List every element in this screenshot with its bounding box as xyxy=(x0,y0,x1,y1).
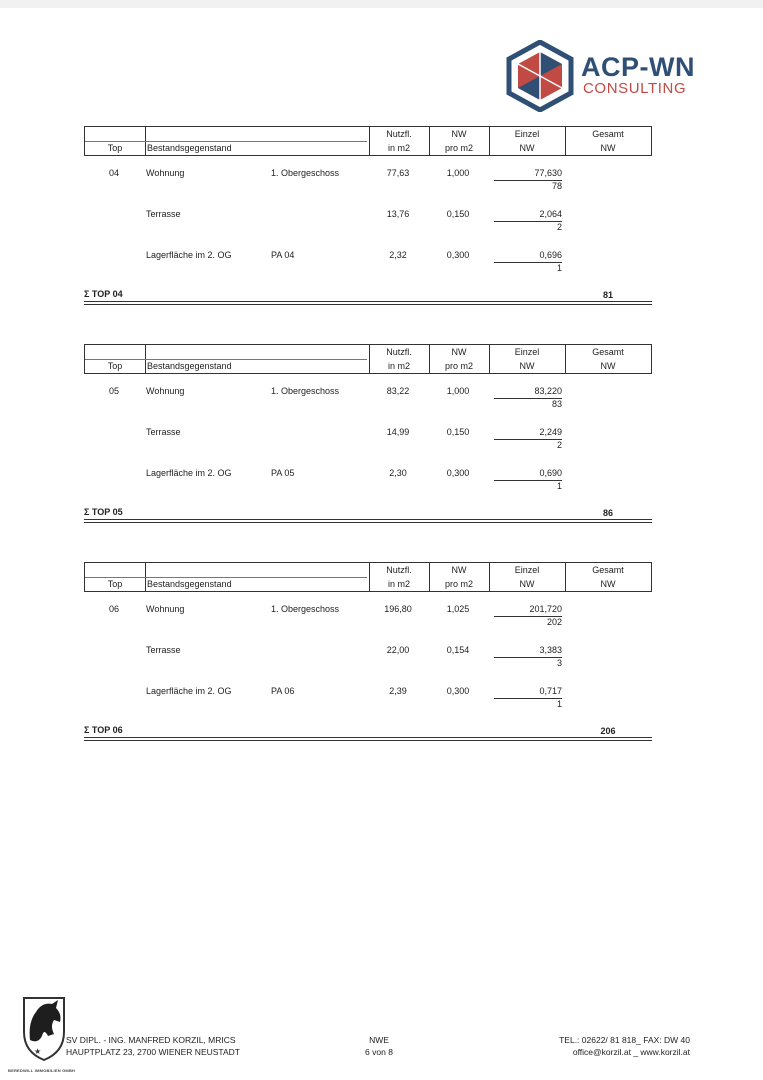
row-sub: PA 05 xyxy=(271,468,295,478)
row-rounded: 2 xyxy=(556,222,562,232)
footer-left-line1: SV DIPL. - ING. MANFRED KORZIL, MRICS xyxy=(66,1035,236,1045)
row-item: Terrasse xyxy=(146,427,181,437)
row-single: 0,717 xyxy=(539,686,562,696)
header-rate-1: NW xyxy=(451,565,467,575)
footer-contact: office@korzil.at _ www.korzil.at xyxy=(572,1047,690,1057)
footer-phone: TEL.: 02622/ 81 818_ FAX: DW 40 xyxy=(559,1035,690,1045)
header-single-2: NW xyxy=(519,143,535,153)
row-single: 2,064 xyxy=(539,209,562,219)
header-item: Bestandsgegenstand xyxy=(147,361,232,371)
table-header xyxy=(84,126,652,156)
row-sub: PA 06 xyxy=(271,686,295,696)
header-top: Top xyxy=(107,579,123,589)
sum-value: 206 xyxy=(600,726,616,736)
row-rate: 1,000 xyxy=(446,168,470,178)
row-rate: 0,300 xyxy=(446,468,470,478)
row-area: 2,32 xyxy=(389,250,407,260)
row-rate: 1,000 xyxy=(446,386,470,396)
footer-doc-code: NWE xyxy=(369,1035,389,1045)
header-single-2: NW xyxy=(519,579,535,589)
row-single: 3,383 xyxy=(539,645,562,655)
row-top: 05 xyxy=(108,386,119,396)
row-top: 06 xyxy=(108,604,119,614)
header-total-1: Gesamt xyxy=(592,347,624,357)
section-sum xyxy=(84,289,652,309)
header-single-1: Einzel xyxy=(514,129,540,139)
row-rounded: 2 xyxy=(556,440,562,450)
table-header xyxy=(84,344,652,374)
table-row xyxy=(84,468,652,508)
header-rate-1: NW xyxy=(451,347,467,357)
row-rounded: 78 xyxy=(551,181,562,191)
header-total-1: Gesamt xyxy=(592,129,624,139)
row-sub: 1. Obergeschoss xyxy=(271,168,340,178)
scan-top-edge xyxy=(0,0,763,8)
table-row xyxy=(84,386,652,426)
table-header xyxy=(84,562,652,592)
header-rate-2: pro m2 xyxy=(444,579,473,589)
footer-left-line2: HAUPTPLATZ 23, 2700 WIENER NEUSTADT xyxy=(66,1047,240,1057)
header-total-2: NW xyxy=(600,579,616,589)
header-single-1: Einzel xyxy=(514,347,540,357)
row-sub: 1. Obergeschoss xyxy=(271,386,340,396)
horse-crest-icon xyxy=(20,992,68,1062)
table-row xyxy=(84,427,652,467)
header-area-1: Nutzfl. xyxy=(386,565,412,575)
row-area: 13,76 xyxy=(386,209,410,219)
header-rate-2: pro m2 xyxy=(444,361,473,371)
row-item: Wohnung xyxy=(146,604,185,614)
svg-text:★: ★ xyxy=(34,1047,42,1056)
header-item: Bestandsgegenstand xyxy=(147,143,232,153)
table-row xyxy=(84,686,652,726)
row-rate: 0,154 xyxy=(446,645,470,655)
header-total-2: NW xyxy=(600,361,616,371)
row-rounded: 83 xyxy=(551,399,562,409)
header-rate-2: pro m2 xyxy=(444,143,473,153)
sum-label: Σ TOP 05 xyxy=(84,507,123,517)
sum-label: Σ TOP 04 xyxy=(84,289,123,299)
table-row xyxy=(84,209,652,249)
row-rounded: 1 xyxy=(556,263,562,273)
header-area-1: Nutzfl. xyxy=(386,129,412,139)
table-row xyxy=(84,645,652,685)
header-total-1: Gesamt xyxy=(592,565,624,575)
row-rate: 0,300 xyxy=(446,686,470,696)
row-item: Lagerfläche im 2. OG xyxy=(146,468,232,478)
row-rounded: 202 xyxy=(546,617,562,627)
header-area-2: in m2 xyxy=(387,143,410,153)
row-rate: 0,150 xyxy=(446,427,470,437)
row-rate: 1,025 xyxy=(446,604,470,614)
table-row xyxy=(84,168,652,208)
header-area-2: in m2 xyxy=(387,579,410,589)
row-area: 83,22 xyxy=(386,386,410,396)
row-area: 2,30 xyxy=(389,468,407,478)
header-single-2: NW xyxy=(519,361,535,371)
section-sum xyxy=(84,725,652,745)
logo-tagline: CONSULTING xyxy=(583,80,687,97)
row-item: Lagerfläche im 2. OG xyxy=(146,686,232,696)
row-item: Terrasse xyxy=(146,645,181,655)
header-total-2: NW xyxy=(600,143,616,153)
logo-title: ACP-WN xyxy=(581,52,695,82)
row-item: Wohnung xyxy=(146,168,185,178)
header-single-1: Einzel xyxy=(514,565,540,575)
row-item: Terrasse xyxy=(146,209,181,219)
header-top: Top xyxy=(107,143,123,153)
row-single: 77,630 xyxy=(534,168,562,178)
header-top: Top xyxy=(107,361,123,371)
row-rounded: 1 xyxy=(556,481,562,491)
row-single: 2,249 xyxy=(539,427,562,437)
row-top: 04 xyxy=(108,168,119,178)
header-area-2: in m2 xyxy=(387,361,410,371)
sum-value: 86 xyxy=(602,508,613,518)
row-item: Wohnung xyxy=(146,386,185,396)
page-footer xyxy=(0,990,763,1080)
header-area-1: Nutzfl. xyxy=(386,347,412,357)
row-item: Lagerfläche im 2. OG xyxy=(146,250,232,260)
footer-page-number: 6 von 8 xyxy=(365,1047,393,1057)
header-rate-1: NW xyxy=(451,129,467,139)
footer-company-tiny: BEREDWILL IMMOBILIEN GMBH xyxy=(8,1068,76,1073)
row-area: 22,00 xyxy=(386,645,410,655)
row-rate: 0,150 xyxy=(446,209,470,219)
row-single: 0,690 xyxy=(539,468,562,478)
row-sub: 1. Obergeschoss xyxy=(271,604,340,614)
sum-label: Σ TOP 06 xyxy=(84,725,123,735)
row-area: 14,99 xyxy=(386,427,410,437)
sum-value: 81 xyxy=(602,290,613,300)
header-item: Bestandsgegenstand xyxy=(147,579,232,589)
section-sum xyxy=(84,507,652,527)
row-single: 0,696 xyxy=(539,250,562,260)
row-rounded: 1 xyxy=(556,699,562,709)
logo-hexagon-icon xyxy=(505,40,575,112)
company-logo xyxy=(505,40,755,112)
row-single: 83,220 xyxy=(534,386,562,396)
row-area: 196,80 xyxy=(384,604,412,614)
row-rounded: 3 xyxy=(556,658,562,668)
table-row xyxy=(84,250,652,290)
row-area: 77,63 xyxy=(386,168,410,178)
row-area: 2,39 xyxy=(389,686,407,696)
table-row xyxy=(84,604,652,644)
row-sub: PA 04 xyxy=(271,250,295,260)
row-single: 201,720 xyxy=(529,604,562,614)
row-rate: 0,300 xyxy=(446,250,470,260)
